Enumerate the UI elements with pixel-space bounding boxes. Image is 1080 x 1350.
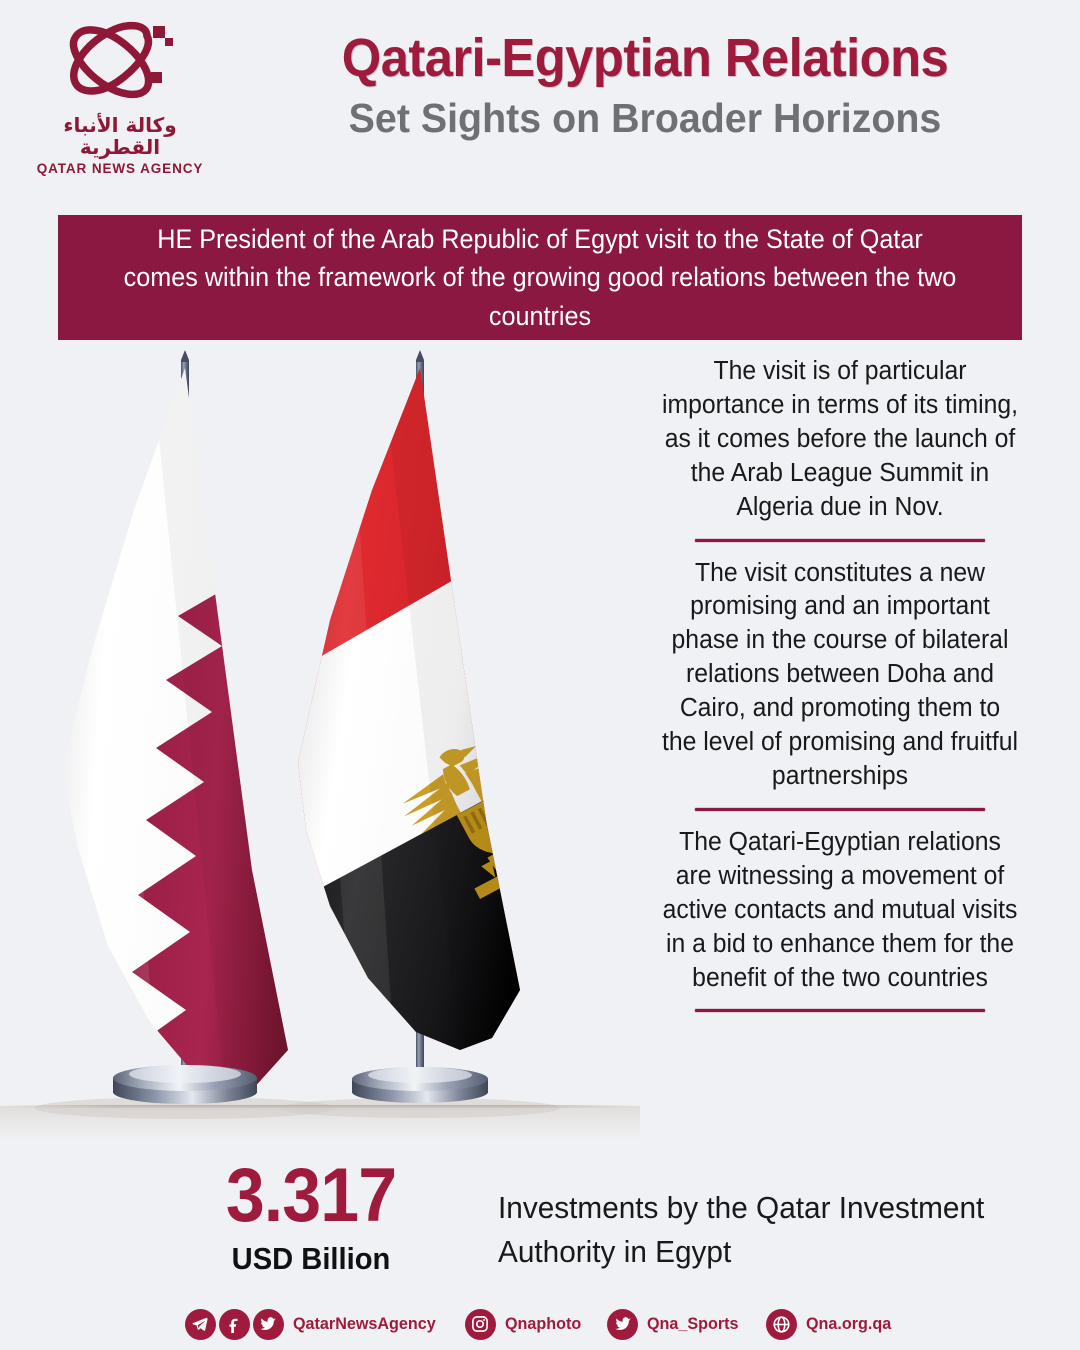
fact-paragraph-1: The visit is of particular importance in terms of its timing, as it comes before the launch of the Arab League Summit in Algeria due in Nov. [661, 357, 1019, 521]
social-label-sports[interactable]: Qna_Sports [647, 1314, 739, 1333]
fact-divider-2 [695, 808, 985, 811]
egypt-flag [280, 350, 565, 1140]
social-group-website [766, 1309, 896, 1340]
page-subtitle: Set Sights on Broader Horizons [348, 94, 942, 141]
flags-svg [0, 350, 640, 1140]
social-group-main [185, 1309, 443, 1340]
stat-unit: USD Billion [231, 1241, 391, 1277]
instagram-icon[interactable] [465, 1309, 496, 1340]
telegram-icon[interactable] [185, 1309, 216, 1340]
stat-description: Investments by the Qatar Investment Authority in Egypt [498, 1190, 985, 1270]
social-group-sports [607, 1309, 743, 1340]
header [0, 0, 1080, 195]
page-title: Qatari-Egyptian Relations [341, 28, 949, 88]
qna-logo-english-name: QATAR NEWS AGENCY [36, 161, 204, 176]
investment-stat [0, 1153, 1080, 1285]
twitter-icon[interactable] [253, 1309, 284, 1340]
egypt-flag-base [352, 1067, 488, 1103]
qatar-flag [40, 350, 310, 1140]
social-footer [0, 1298, 1080, 1350]
social-label-main[interactable]: QatarNewsAgency [292, 1314, 436, 1333]
globe-icon[interactable] [766, 1309, 797, 1340]
highlight-banner [58, 215, 1022, 340]
ground-shadow-wash [0, 1106, 640, 1140]
social-label-website[interactable]: Qna.org.qa [805, 1314, 891, 1333]
fact-paragraph-3: The Qatari-Egyptian relations are witnessing a movement of active contacts and mutual visits in a bid to enhance them for the benefit of the two countries [662, 827, 1018, 992]
stat-value-block [196, 1153, 426, 1277]
title-block [230, 30, 1060, 144]
social-group-instagram [465, 1309, 585, 1340]
twitter-icon[interactable] [607, 1309, 638, 1340]
highlight-banner-text: HE President of the Arab Republic of Egypt visit to the State of Qatar comes within the framework of the growing good relations between the two countries [123, 223, 957, 331]
stat-value: 3.317 [225, 1153, 397, 1238]
qna-logo [30, 18, 210, 176]
facebook-icon[interactable] [219, 1309, 250, 1340]
qatar-flag-base [113, 1065, 257, 1104]
social-label-instagram[interactable]: Qnaphoto [504, 1314, 582, 1333]
flags-illustration [0, 350, 640, 1140]
fact-divider-1 [695, 539, 985, 542]
qna-atom-logo-icon [55, 18, 185, 110]
fact-paragraph-2: The visit constitutes a new promising and an important phase in the course of bilateral relations between Doha and Cairo, and promoting them to the level of promising and fruitful partnerships [661, 558, 1019, 790]
qna-logo-arabic-name: وكالة الأنباء القطرية [63, 113, 177, 159]
fact-divider-3 [695, 1009, 985, 1012]
facts-column [655, 355, 1025, 1027]
